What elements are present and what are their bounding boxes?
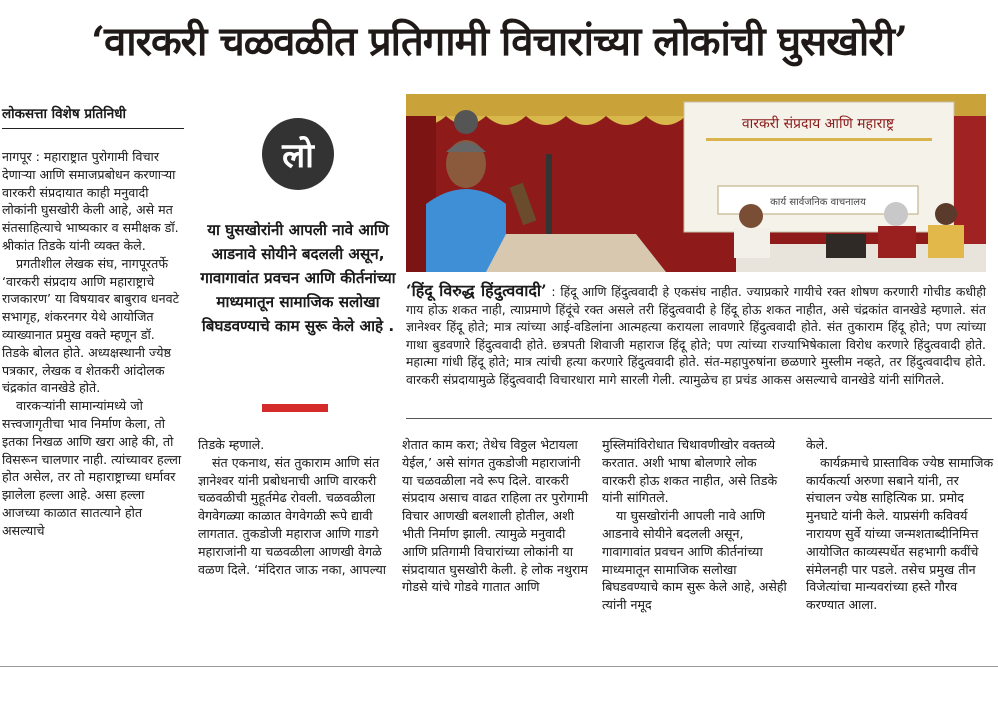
pull-quote: या घुसखोरांनी आपली नावे आणि आडनावे सोयीने बदलली असून, गावागावांत प्रवचन आणि कीर्तनांच्या माध्यमातून सामाजिक सलोखा बिघडवण्याचे काम सुरू केले आहे . (200, 221, 396, 335)
paragraph: या घुसखोरांनी आपली नावे आणि आडनावे सोयीने बदलली असून, गावागावांत प्रवचन आणि कीर्तनांच्या माध्यमातून सामाजिक सलोखा बिघडवण्याचे काम सुरू केले आहे, असेही त्यांनी नमूद (602, 508, 787, 613)
banner-text-2: कार्य सार्वजनिक वाचनालय (770, 197, 866, 208)
paragraph: संत एकनाथ, संत तुकाराम आणि संत ज्ञानेश्वर यांनी प्रबोधनाची आणि वारकरी चळवळीची मुहूर्तमेढ रोवली. चळवळीला वेगवेगळ्या काळात वेगवेगळी रूपे द्यावी लागतात. तुकडोजी महाराज आणि गाडगे महाराजांनी या चळवळीला आणखी वेगळे वळण दिले. ‘मंदिरात जाऊ नका, आपल्या (198, 454, 387, 577)
paragraph: मुस्लिमांविरोधात चिथावणीखोर वक्तव्ये करतात. अशी भाषा बोलणारे लोक वारकरी होऊ शकत नाहीत, असे तिडके यांनी सांगितले. (602, 437, 778, 506)
byline: लोकसत्ता विशेष प्रतिनिधी (2, 104, 184, 129)
photo-caption (406, 282, 986, 389)
paragraph: नागपूर : महाराष्ट्रात पुरोगामी विचार देणाऱ्या आणि समाजप्रबोधन करणाऱ्या वारकरी संप्रदायात काही मनुवादी लोकांनी घुसखोरी केली आहे, असे मत संतसाहित्याचे भाष्यकार व समीक्षक डॉ. श्रीकांत तिडके यांनी व्यक्त केले. (2, 149, 179, 253)
divider (406, 418, 992, 419)
paragraph: प्रगतीशील लेखक संघ, नागपूरतर्फे ‘वारकरी संप्रदाय आणि महाराष्ट्राचे राजकारण’ या विषयावर बाबुराव धनवटे सभागृह, शंकरनगर येथे आयोजित व्याख्यानात प्रमुख वक्ते म्हणून डॉ. तिडके बोलत होते. अध्यक्षस्थानी ज्येष्ठ पत्रकार, लेखक व शेतकरी आंदोलक चंद्रकांत वानखेडे होते. (2, 255, 179, 396)
banner-text-1: वारकरी संप्रदाय आणि महाराष्ट्र (741, 116, 895, 132)
paragraph: केले. (806, 437, 829, 452)
article-column-1 (2, 148, 184, 540)
paragraph: कार्यक्रमाचे प्रास्ताविक ज्येष्ठ सामाजिक कार्यकर्त्या अरुणा सबाने यांनी, तर संचालन ज्येष्ठ साहित्यिक प्रा. प्रमोद मुनघाटे यांनी केले. याप्रसंगी कविवर्य नारायण सुर्वे यांच्या जन्मशताब्दीनिमित्त आयोजित काव्यस्पर्धेत सहभागी कवींचे संमेलनही पार पडले. तसेच प्रमुख तीन विजेत्यांचा मान्यवरांच्या हस्ते गौरव करण्यात आला. (806, 454, 994, 613)
event-photo-illustration (406, 94, 986, 272)
caption-title: ‘हिंदू विरुद्ध हिंदुत्ववादी’ (406, 281, 547, 300)
event-photo (406, 94, 986, 272)
article-column-5 (806, 436, 996, 614)
paragraph: वारकऱ्यांनी सामान्यांमध्ये जो सत्त्वजागृतीचा भाव निर्माण केला, तो इतका निखळ आणि खरा आहे की, तो विसरून चालणार नाही. त्यांच्यावर हल्ला होत असेल, तर तो महाराष्ट्राच्या धर्मावर झालेला हल्ला आहे. असा हल्ला आजच्या काळात सातत्याने होत असल्याचे (2, 398, 182, 538)
paragraph: तिडके म्हणाले. (198, 437, 265, 452)
article-column-4 (602, 436, 792, 614)
caption-text: : हिंदू आणि हिंदुत्ववादी हे एकसंघ नाहीत. ज्याप्रकारे गायीचे रक्त शोषण करणारी गोचीड कधीही गाय होऊ शकत नाही, त्याप्रमाणे हिंदूंचे रक्त असले तरी हिंदुत्ववादी हे हिंदू होऊ शकत नाहीत, असे चंद्रकांत वानखेडे म्हणाले. संत ज्ञानेश्वर हिंदू होते; मात्र त्यांच्या आई-वडिलांना आत्महत्या करायला लावणारे हिंदुत्ववादी होते. संत तुकाराम हिंदू होते; पण त्यांच्या गाथा बुडवणारे हिंदुत्ववादी होते. छत्रपती शिवाजी महाराज हिंदू होते; पण त्यांच्या राज्याभिषेकाला विरोध करणारे हिंदुत्ववादी होते. महात्मा गांधी हिंदू होते; मात्र त्यांची हत्या करणारे हिंदुत्ववादी होते. संत-महापुरुषांना छळणारे मुस्लीम नव्हते, तर हिंदुत्ववादीच होते. वारकरी संप्रदायामुळे हिंदुत्ववादी विचारधारा मागे सारली गेली. त्यामुळेच हा प्रचंड आकस असल्याचे वानखेडे यांनी सांगितले. (406, 284, 986, 387)
loksatta-logo (262, 118, 334, 190)
headline: ‘वारकरी चळवळीत प्रतिगामी विचारांच्या लोकांची घुसखोरी’ (91, 18, 907, 65)
article-column-3 (402, 436, 592, 596)
page-bottom-rule (0, 666, 998, 667)
paragraph: शेतात काम करा; तेथेच विठ्ठल भेटायला येईल,’ असे सांगत तुकडोजी महाराजांनी या चळवळीला नवे रूप दिले. वारकरी संप्रदाय असाच वाढत राहिला तर पुरोगामी विचार आणखी बलशाली होतील, अशी भीती निर्माण झाली. त्यामुळे मनुवादी आणि प्रतिगामी विचारांच्या लोकांनी या संप्रदायात घुसखोरी केली. हे लोक नथुराम गोडसे यांचे गोडवे गातात आणि (402, 437, 589, 595)
article-column-2 (198, 436, 388, 578)
accent-bar (262, 404, 328, 412)
logo-letter: लो (282, 136, 314, 176)
